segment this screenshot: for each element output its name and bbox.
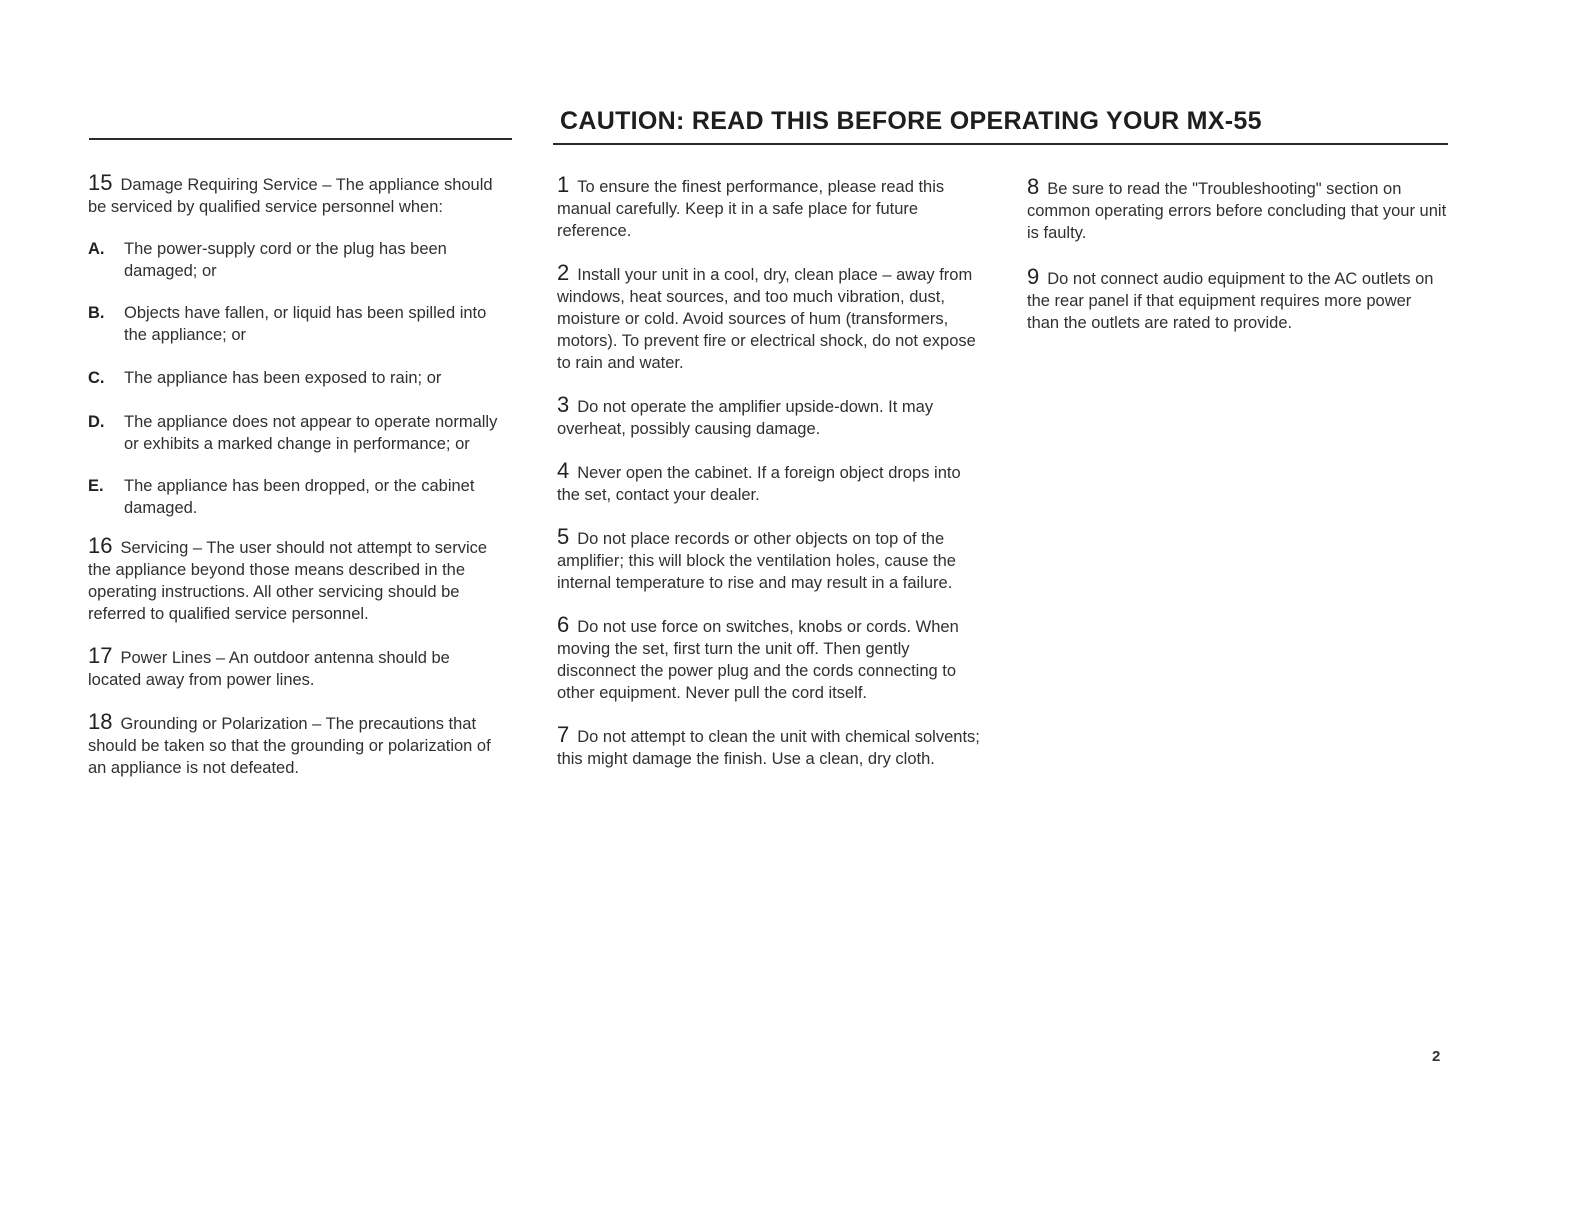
item-number: 16 bbox=[88, 533, 113, 558]
subitem-text: The appliance has been exposed to rain; or bbox=[124, 369, 442, 387]
caution-item-3 bbox=[557, 394, 982, 440]
item-text: Do not attempt to clean the unit with chemical solvents; this might damage the finish. Use a clean, dry cloth. bbox=[557, 728, 980, 768]
caution-item-16 bbox=[88, 535, 506, 625]
item-number: 8 bbox=[1027, 174, 1040, 199]
subitem-d bbox=[88, 411, 506, 455]
caution-item-8 bbox=[1027, 176, 1447, 244]
caution-item-9 bbox=[1027, 266, 1447, 334]
subitem-text: The appliance has been dropped, or the cabinet damaged. bbox=[124, 477, 475, 517]
item-text: Install your unit in a cool, dry, clean place – away from windows, heat sources, and too much vibration, dust, moisture or cold. Avoid sources of hum (transformers, motors). To prevent fire or electrical shock, do not expose to rain and water. bbox=[557, 266, 976, 372]
item-text: Never open the cabinet. If a foreign object drops into the set, contact your dealer. bbox=[557, 464, 961, 504]
caution-item-15 bbox=[88, 172, 506, 218]
page-title: CAUTION: READ THIS BEFORE OPERATING YOUR MX-55 bbox=[560, 107, 1262, 135]
caution-item-1 bbox=[557, 174, 982, 242]
item-number: 6 bbox=[557, 612, 570, 637]
header-rule-right bbox=[553, 143, 1448, 145]
page-number: 2 bbox=[1432, 1048, 1441, 1065]
subitem-letter: C. bbox=[88, 369, 105, 387]
caution-item-2 bbox=[557, 262, 982, 374]
subitem-letter: A. bbox=[88, 240, 105, 258]
caution-item-5 bbox=[557, 526, 982, 594]
subitem-letter: B. bbox=[88, 304, 105, 322]
item-text: Do not connect audio equipment to the AC outlets on the rear panel if that equipment requires more power than the outlets are rated to provide. bbox=[1027, 270, 1434, 332]
item-number: 4 bbox=[557, 458, 570, 483]
middle-column bbox=[557, 174, 982, 790]
item-number: 15 bbox=[88, 170, 113, 195]
left-column bbox=[88, 172, 506, 779]
item-text: Damage Requiring Service – The appliance should be serviced by qualified service personnel when: bbox=[88, 176, 493, 216]
item-number: 18 bbox=[88, 709, 113, 734]
item-number: 5 bbox=[557, 524, 570, 549]
subitem-b bbox=[88, 302, 506, 346]
subitem-letter: D. bbox=[88, 413, 105, 431]
subitem-c bbox=[88, 367, 506, 389]
item-number: 2 bbox=[557, 260, 570, 285]
caution-item-18 bbox=[88, 711, 506, 779]
item-text: Do not place records or other objects on top of the amplifier; this will block the ventilation holes, cause the internal temperature to rise and may result in a failure. bbox=[557, 530, 956, 592]
subitem-text: The appliance does not appear to operate normally or exhibits a marked change in performance; or bbox=[124, 413, 498, 453]
caution-item-4 bbox=[557, 460, 982, 506]
subitem-text: The power-supply cord or the plug has been damaged; or bbox=[124, 240, 447, 280]
item-number: 7 bbox=[557, 722, 570, 747]
item-text: Do not operate the amplifier upside-down. It may overheat, possibly causing damage. bbox=[557, 398, 934, 438]
header-rule-left bbox=[89, 138, 512, 140]
item-number: 9 bbox=[1027, 264, 1040, 289]
item-text: To ensure the finest performance, please read this manual carefully. Keep it in a safe place for future reference. bbox=[557, 178, 945, 240]
item-number: 3 bbox=[557, 392, 570, 417]
item-text: Power Lines – An outdoor antenna should be located away from power lines. bbox=[88, 649, 450, 689]
item-text: Servicing – The user should not attempt to service the appliance beyond those means described in the operating instructions. All other servicing should be referred to qualified service personnel. bbox=[88, 539, 488, 623]
item-text: Grounding or Polarization – The precautions that should be taken so that the grounding or polarization of an appliance is not defeated. bbox=[88, 715, 491, 777]
caution-item-6 bbox=[557, 614, 982, 704]
item-number: 17 bbox=[88, 643, 113, 668]
right-column bbox=[1027, 176, 1447, 334]
subitem-text: Objects have fallen, or liquid has been spilled into the appliance; or bbox=[124, 304, 487, 344]
caution-item-7 bbox=[557, 724, 982, 770]
subitem-a bbox=[88, 238, 506, 282]
caution-item-17 bbox=[88, 645, 506, 691]
subitem-e bbox=[88, 475, 506, 519]
item-text: Be sure to read the "Troubleshooting" section on common operating errors before concluding that your unit is faulty. bbox=[1027, 180, 1447, 242]
subitem-letter: E. bbox=[88, 477, 104, 495]
item-text: Do not use force on switches, knobs or cords. When moving the set, first turn the unit off. Then gently disconnect the power plug and the cords connecting to other equipment. Never pull the cord itself. bbox=[557, 618, 959, 702]
item-number: 1 bbox=[557, 172, 570, 197]
